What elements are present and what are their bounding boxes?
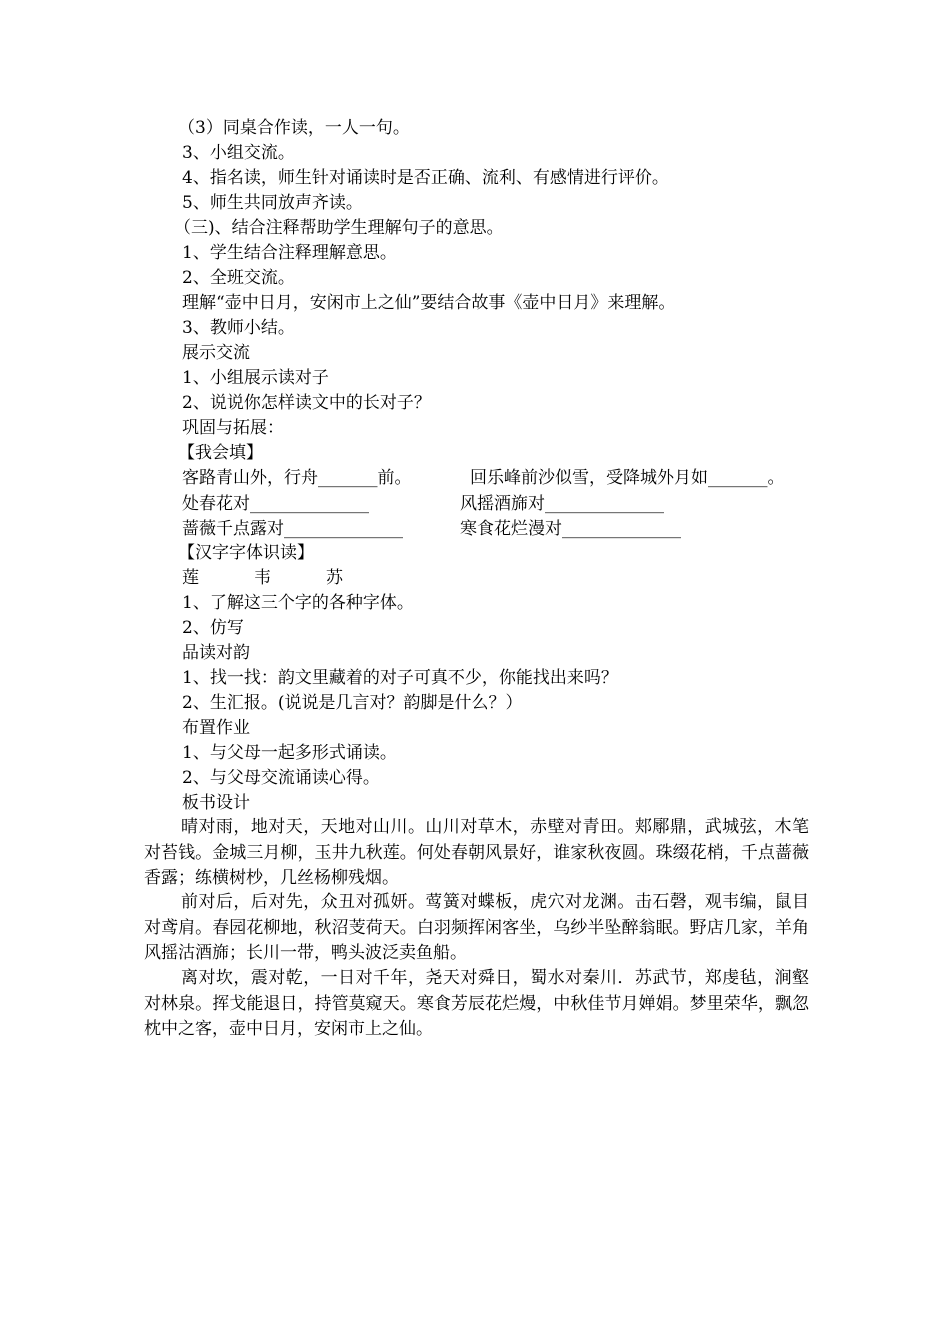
- section-heading: 品读对韵: [182, 643, 250, 663]
- board-paragraph: 离对坎，震对乾，一日对千年，尧天对舜日，蜀水对秦川．苏武节，郑虔毡，涧壑对林泉。挥戈能退日，持管莫窥天。寒食芳辰花烂熳，中秋佳节月婵娟。梦里荣华，飘忽枕中之客，壶中日月，安闲市上之仙。: [144, 968, 809, 1039]
- section-heading: 板书设计: [182, 793, 250, 813]
- text-line: 1、与父母一起多形式诵读。: [182, 743, 397, 763]
- text-line: 1、小组展示读对子: [182, 368, 329, 388]
- fill-blank-item: 处春花对______________: [182, 494, 369, 514]
- character-item: 苏: [326, 568, 343, 588]
- board-paragraph: 前对后，后对先，众丑对孤妍。莺簧对蝶板，虎穴对龙渊。击石磬，观韦编，鼠目对鸢肩。春园花柳地，秋沼芰荷天。白羽频挥闲客坐，乌纱半坠醉翁眠。野店几家，羊角风摇沽酒旆；长川一带，鸭头波泛卖鱼船。: [144, 892, 809, 963]
- fill-blank-item: 客路青山外，行舟_______前。: [182, 468, 412, 488]
- text-line: 1、了解这三个字的各种字体。: [182, 593, 414, 613]
- fill-blank-item: 寒食花烂漫对______________: [460, 519, 681, 539]
- fill-blank-item: 蔷薇千点露对______________: [182, 519, 403, 539]
- text-line: 2、全班交流。: [182, 268, 295, 288]
- text-line: 2、说说你怎样读文中的长对子？: [182, 393, 431, 413]
- text-line: （三)、结合注释帮助学生理解句子的意思。: [174, 218, 504, 238]
- text-line: 4、指名读，师生针对诵读时是否正确、流利、有感情进行评价。: [182, 168, 669, 188]
- text-line: 5、师生共同放声齐读。: [182, 193, 363, 213]
- section-heading: 巩固与拓展：: [182, 418, 284, 438]
- text-line: 1、找一找：韵文里藏着的对子可真不少，你能找出来吗？: [182, 668, 618, 688]
- board-paragraph: 晴对雨，地对天，天地对山川。山川对草木，赤壁对青田。郏鄏鼎，武城弦，木笔对苔钱。金城三月柳，玉井九秋莲。何处春朝风景好，谁家秋夜圆。珠缀花梢，千点蔷薇香露；练横树杪，几丝杨柳残烟。: [144, 817, 809, 888]
- section-heading: 展示交流: [182, 343, 250, 363]
- fill-blank-item: 回乐峰前沙似雪，受降城外月如_______。: [470, 468, 785, 488]
- text-line: 1、学生结合注释理解意思。: [182, 243, 397, 263]
- text-line: 2、与父母交流诵读心得。: [182, 768, 380, 788]
- text-line: 2、仿写: [182, 618, 244, 638]
- text-line: 理解“壶中日月，安闲市上之仙”要结合故事《壶中日月》来理解。: [182, 293, 676, 313]
- text-line: 2、生汇报。(说说是几言对？韵脚是什么？）: [182, 693, 523, 713]
- section-heading: 布置作业: [182, 718, 250, 738]
- text-line: 3、小组交流。: [182, 143, 295, 163]
- section-heading: 【汉字字体识读】: [178, 543, 314, 563]
- text-line: 3、教师小结。: [182, 318, 295, 338]
- character-item: 莲: [182, 568, 199, 588]
- fill-blank-item: 风摇酒旆对______________: [460, 494, 664, 514]
- text-line: （3）同桌合作读，一人一句。: [178, 118, 410, 138]
- section-heading: 【我会填】: [178, 443, 263, 463]
- character-item: 韦: [254, 568, 271, 588]
